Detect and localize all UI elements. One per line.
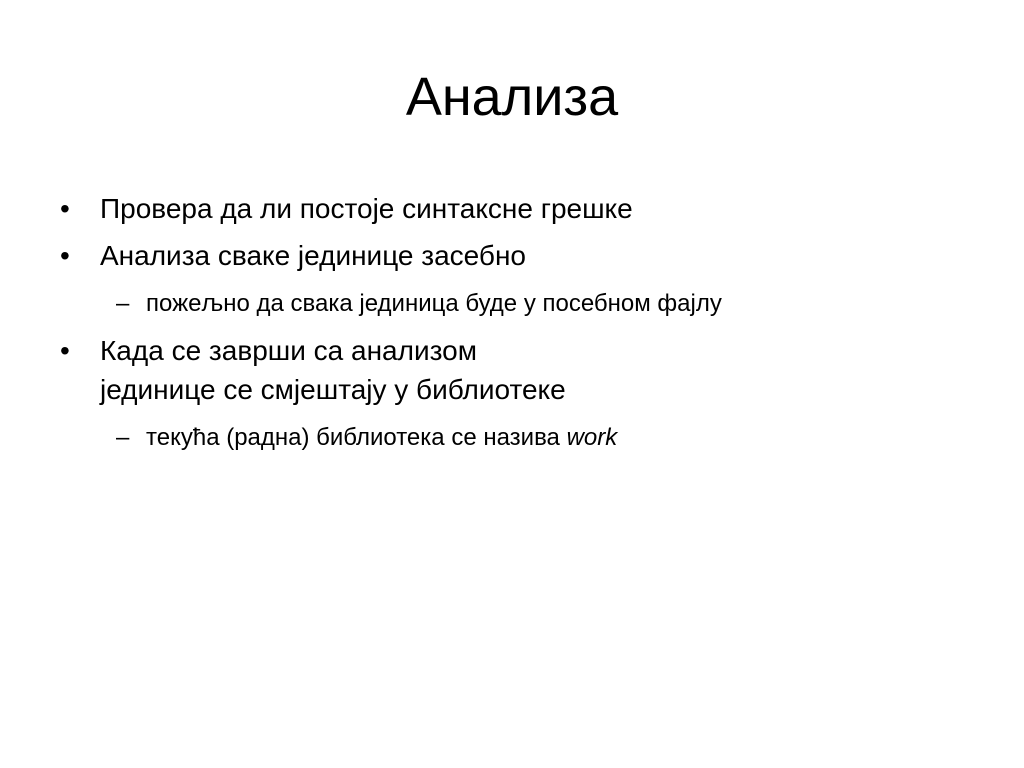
bullet-item — [0, 193, 1024, 225]
dash-marker: – — [116, 424, 130, 451]
bullet-marker: • — [60, 240, 70, 271]
bullet-item — [0, 335, 1024, 405]
sub-bullet-item — [0, 424, 1024, 452]
bullet-text: Провера да ли постоје синтаксне грешке — [100, 193, 633, 224]
bullet-text: Анализа сваке јединице засебно — [100, 240, 527, 271]
bullet-text-line-2: јединице се смјештају у библиотеке — [100, 374, 566, 405]
bullet-text-line-1: Када се заврши са анализом — [100, 335, 477, 366]
sub-bullet-text-plain: текућа (радна) библиотека се назива — [146, 424, 567, 451]
sub-bullet-text — [146, 424, 617, 452]
bullet-marker: • — [60, 193, 70, 224]
sub-bullet-item — [0, 290, 1024, 318]
bullet-marker: • — [60, 335, 70, 366]
slide-title: Анализа — [405, 67, 619, 127]
dash-marker: – — [116, 290, 130, 317]
sub-bullet-emphasis: work — [566, 424, 618, 451]
bullet-item — [0, 240, 1024, 272]
sub-bullet-text: пожељно да свака јединица буде у посебном фајлу — [146, 290, 722, 317]
